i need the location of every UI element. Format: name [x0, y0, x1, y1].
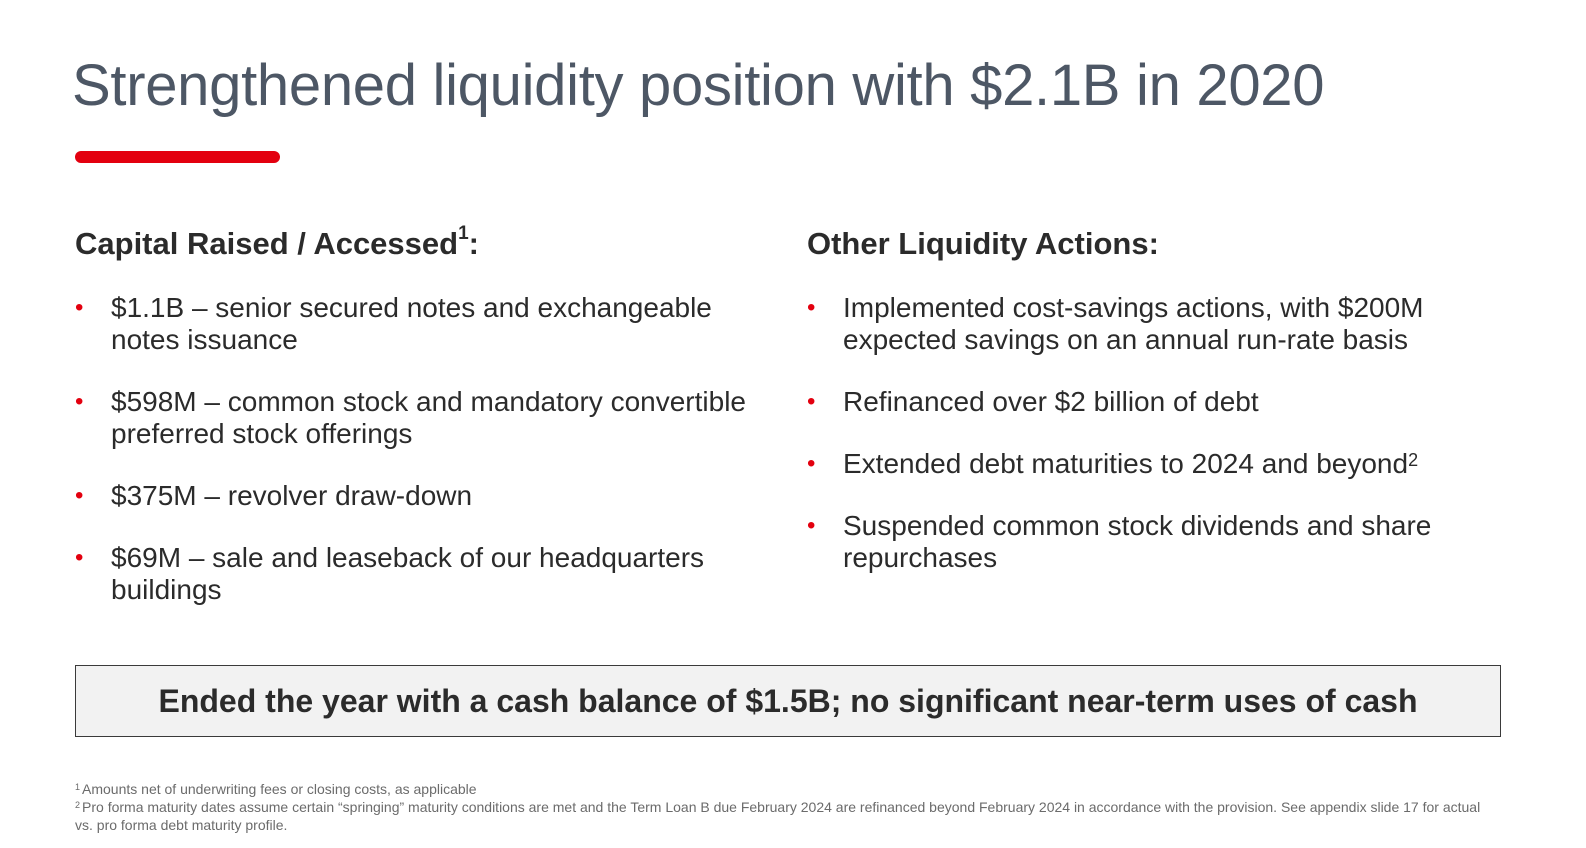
list-item — [75, 542, 765, 606]
capital-raised-heading — [75, 223, 765, 262]
capital-raised-list — [75, 292, 765, 606]
list-item-text: Refinanced over $2 billion of debt — [843, 386, 1259, 417]
capital-raised-section — [75, 223, 765, 636]
callout-text: Ended the year with a cash balance of $1.5B; no significant near-term uses of cash — [158, 682, 1418, 719]
heading-colon: : — [468, 226, 479, 261]
footnote-2 — [75, 798, 1495, 834]
list-item — [807, 292, 1527, 356]
other-liquidity-heading: Other Liquidity Actions: — [807, 226, 1159, 261]
list-item — [75, 386, 765, 450]
footnote-marker: 1 — [75, 782, 81, 792]
bullet-icon: • — [75, 294, 84, 321]
list-item — [75, 480, 765, 512]
bullet-icon: • — [75, 544, 84, 571]
title-accent-bar — [75, 151, 280, 163]
list-item-text: Suspended common stock dividends and share repurchases — [843, 510, 1432, 573]
footnote-text: Pro forma maturity dates assume certain “springing” maturity conditions are met and the Term Loan B due February 2024 are refinanced beyond February 2024 in accordance with the provision. See appendix slide 17 for actual vs. pro forma debt maturity profile. — [75, 799, 1481, 833]
other-liquidity-section — [807, 226, 1527, 604]
footnotes — [75, 780, 1495, 834]
bullet-icon: • — [807, 450, 816, 477]
list-item-text: $69M – sale and leaseback of our headquarters buildings — [111, 542, 705, 605]
bullet-icon: • — [75, 388, 84, 415]
slide-title: Strengthened liquidity position with $2.1B in 2020 — [72, 53, 1325, 118]
footnote-text: Amounts net of underwriting fees or closing costs, as applicable — [82, 781, 477, 797]
capital-raised-heading-text: Capital Raised / Accessed — [75, 226, 459, 261]
list-item — [75, 292, 765, 356]
bullet-icon: • — [807, 388, 816, 415]
list-item-text: Implemented cost-savings actions, with $200M expected savings on an annual run-rate basis — [843, 292, 1424, 355]
bullet-icon: • — [807, 294, 816, 321]
footnote-1 — [75, 780, 1495, 798]
footnote-marker: 2 — [75, 800, 81, 810]
bullet-icon: • — [807, 512, 816, 539]
footnote-ref-2: 2 — [1408, 450, 1419, 470]
list-item — [807, 448, 1527, 480]
footnote-ref-1: 1 — [458, 223, 469, 244]
other-liquidity-list — [807, 292, 1527, 574]
bullet-icon: • — [75, 482, 84, 509]
list-item-text: $1.1B – senior secured notes and exchangeable notes issuance — [111, 292, 712, 355]
cash-balance-callout — [75, 665, 1501, 737]
list-item-text: Extended debt maturities to 2024 and beyond — [843, 448, 1409, 479]
list-item-text: $598M – common stock and mandatory convertible preferred stock offerings — [111, 386, 746, 449]
list-item — [807, 386, 1527, 418]
list-item — [807, 510, 1527, 574]
list-item-text: $375M – revolver draw-down — [111, 480, 473, 511]
